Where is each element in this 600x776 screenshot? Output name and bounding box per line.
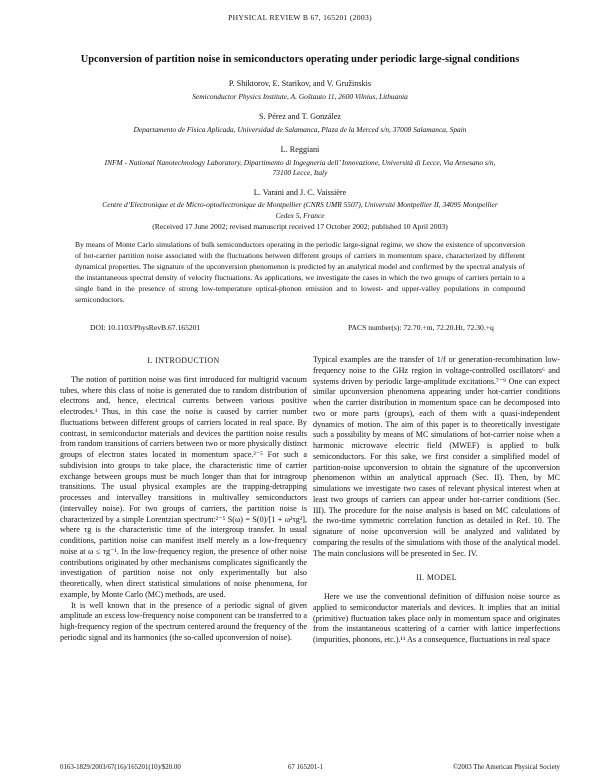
affiliation-3a: INFM - National Nanotechnology Laboratory, Dipartimento di Ingegneria dell’ Innovazione, Università di Lecce, Via Arnesano s/n, bbox=[104, 158, 496, 167]
author-line-3: L. Reggiani bbox=[280, 145, 320, 154]
paragraph: It is well known that in the presence of a periodic signal of given amplitude an excess low-frequency noise component can be transferred to a high-frequency region of the spectrum centered around the frequency of the periodic signal and its harmonics (the so-called upconversion of noise). bbox=[60, 600, 307, 642]
running-head: PHYSICAL REVIEW B 67, 165201 (2003) bbox=[228, 13, 372, 22]
paragraph: The notion of partition noise was first introduced for multigrid vacuum tubes, where this class of noise is generated due to random distribution of electrons and, hence, electrical currents between various positive electrodes.¹ Thus, in this case the noise is caused by carrier number fluctuations between different groups of carriers located in real space. By contrast, in semiconductor materials and devices the partition noise results from random transitions of carriers between two or more physically distinct groups of electron states located in momentum space.²⁻⁵ For such a subdivision into groups to take place, the characteristic time of carrier exchange between groups must be much longer than that for intragroup transitions. The usual physical examples are the trapping-detrapping processes and intervalley transitions in multivalley semiconductors (intervalley noise). For two groups of carriers, the partition noise is characterized by a simple Lorentzian spectrum:²⁻⁵ S(ω) = S(0)/[1 + ω²τg²], where τg is the characteristic time of the intergroup transfer. In usual conditions, partition noise can manifest itself merely as a low-frequency noise at ω ≤ τg⁻¹. In the low-frequency region, the presence of other noise contributions originated by other mechanisms complicates significantly the investigation of partition noise not only experimentally but also theoretically, when direct statistical simulations of noise phenomena, for example, by Monte Carlo (MC) methods, are used. bbox=[60, 374, 307, 599]
affiliation-3b: 73100 Lecce, Italy bbox=[272, 168, 328, 177]
affiliation-1: Semiconductor Physics Institute, A. Goštauto 11, 2600 Vilnius, Lithuania bbox=[192, 92, 408, 101]
affiliation-2: Departamento de Física Aplicada, Universidad de Salamanca, Plaza de la Merced s/n, 37008 Salamanca, Spain bbox=[133, 125, 467, 134]
section-heading-model: II. MODEL bbox=[416, 573, 457, 583]
pacs-numbers: PACS number(s): 72.70.+m, 72.20.Ht, 72.30.+q bbox=[348, 323, 494, 332]
footer-issn: 0163-1829/2003/67(16)/165201(10)/$20.00 bbox=[60, 764, 181, 771]
affiliation-4a: Centre d’Electronique et de Micro-optoélectronique de Montpellier (CNRS UMR 5507), Université Montpellier II, 34095 Montpellier bbox=[102, 200, 498, 209]
author-line-1: P. Shiktorov, E. Starikov, and V. Gružinskis bbox=[228, 79, 372, 88]
right-column bbox=[313, 355, 560, 646]
footer-copyright: ©2003 The American Physical Society bbox=[452, 764, 560, 771]
section-heading-intro: I. INTRODUCTION bbox=[147, 356, 220, 365]
author-line-4: L. Varani and J. C. Vaissière bbox=[253, 188, 347, 197]
received-dates: (Received 17 June 2002; revised manuscript received 17 October 2002; published 10 April 2003) bbox=[152, 222, 448, 231]
affiliation-4b: Cedex 5, France bbox=[275, 211, 325, 220]
paper-title: Upconversion of partition noise in semiconductors operating under periodic large-signal conditions bbox=[80, 54, 520, 65]
abstract: By means of Monte Carlo simulations of bulk semiconductors operating in the periodic large-signal regime, we show the existence of upconversion of hot-carrier partition noise associated with the fluctuations between different groups of carriers in momentum space, characterized by different dynamical properties. The signature of the upconversion phenomenon is predicted by an analytical model and confirmed by the spectral analysis of the instantaneous spectral density of velocity fluctuations. As applications, we investigate the cases in which the two groups of carriers pertain to a single band in the presence of strong low-temperature optical-phonon emission and to lowest- and upper-valley populations in compound semiconductors. bbox=[75, 240, 525, 304]
footer-page-number: 67 165201-1 bbox=[288, 764, 324, 771]
author-line-2: S. Pérez and T. González bbox=[259, 112, 341, 121]
doi-pacs-row bbox=[90, 323, 530, 332]
paragraph: Typical examples are the transfer of 1/f or generation-recombination low-frequency noise to the GHz region in voltage-controlled oscillators⁶ and systems driven by periodic large-amplitude excitations.⁷⁻⁹ One can expect similar upconversion phenomena appearing under hot-carrier conditions when the carrier distribution in momentum space can be decomposed into two or more parts (groups), each of them with a quasi-independent dynamics of motion. The aim of this paper is to theoretically investigate such a possibility by means of MC simulations of hot-carrier noise when a harmonic microwave electric field (MWEF) is applied to bulk semiconductors. For this sake, we first consider a simplified model of partition-noise upconversion to obtain the signature of the upconversion phenomenon within an analytical approach (Sec. II). Then, by MC simulations we investigate two cases of relevant physical interest when at least two groups of carriers can appear under hot-carrier conditions (Sec. III). The procedure for the noise analysis is based on MC calculations of the two-time symmetric correlation function as detailed in Ref. 10. The signature of noise upconversion will be analyzed and validated by comparing the results of the simulations with those of the analytical model. The main conclusions will be presented in Sec. IV. bbox=[313, 355, 560, 558]
left-column bbox=[60, 356, 307, 644]
doi: DOI: 10.1103/PhysRevB.67.165201 bbox=[90, 323, 201, 332]
paragraph: Here we use the conventional definition of diffusion noise source as applied to semiconductor materials and devices. It implies that an initial (primitive) fluctuation takes place only in momentum space and originates from the instantaneous scattering of a carrier with lattice imperfections (impurities, phonons, etc.).¹¹ As a consequence, fluctuations in real space bbox=[313, 592, 560, 644]
